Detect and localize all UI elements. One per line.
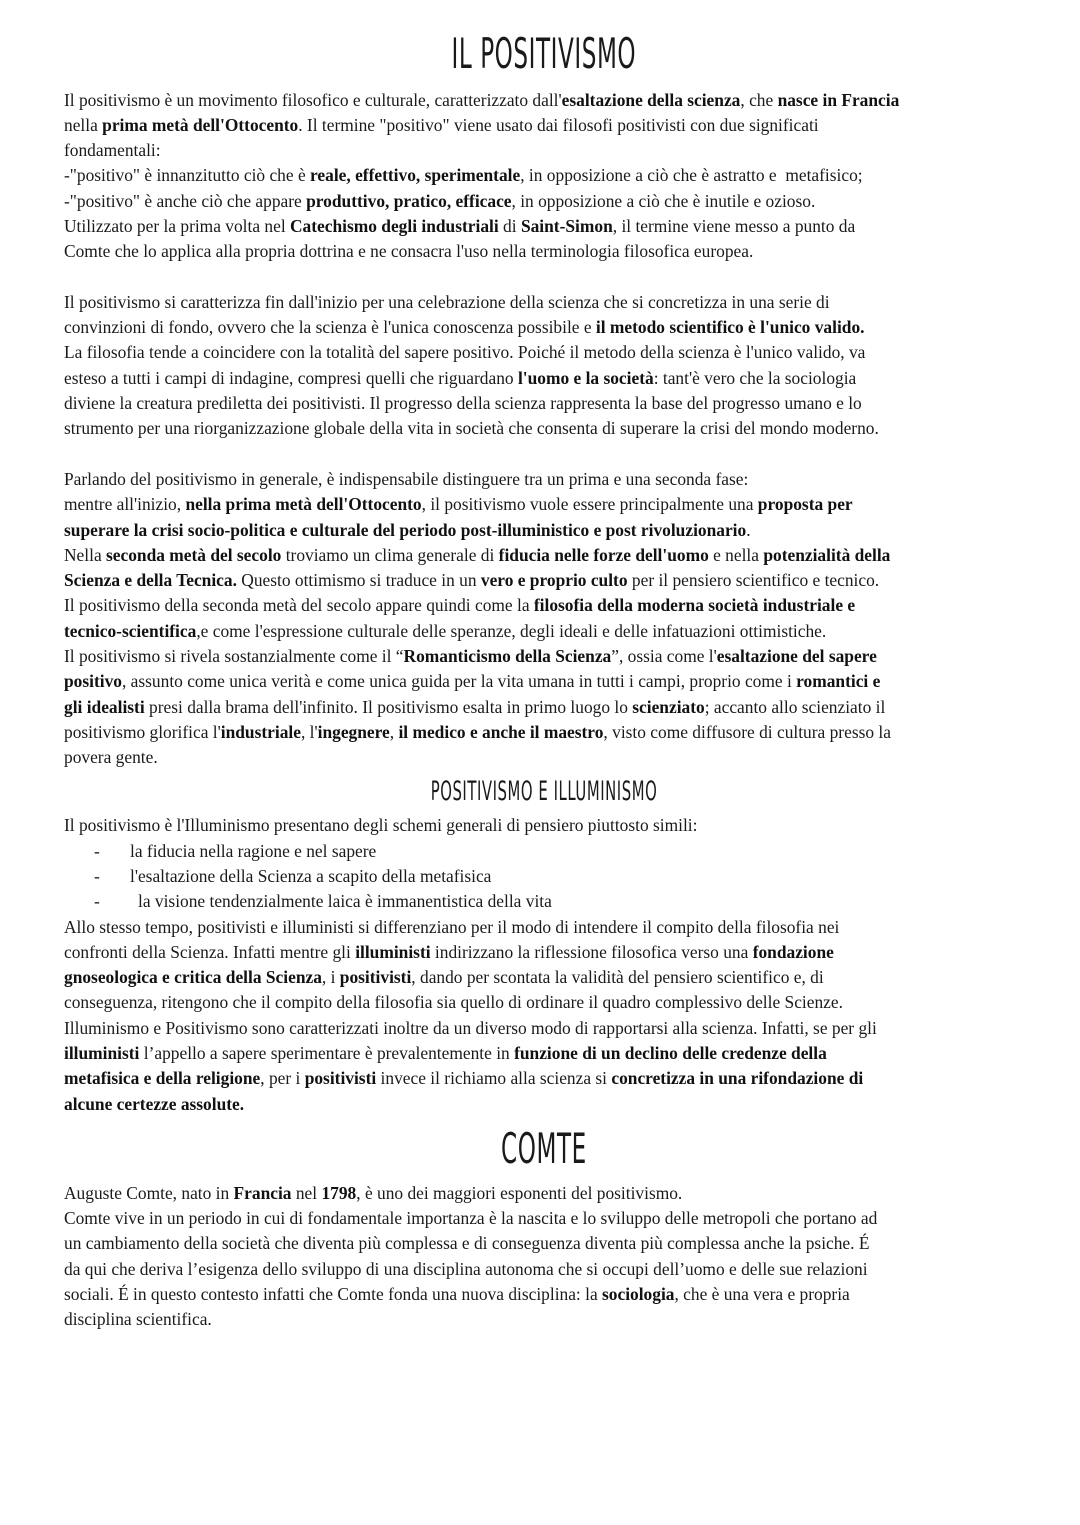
bold-text: positivisti [304, 1068, 377, 1089]
text-line [64, 1307, 1024, 1332]
text-line [64, 1041, 1024, 1066]
text-run: -"positivo" è innanzitutto ciò che è [64, 165, 311, 186]
bold-text: positivo [64, 671, 122, 692]
text-run: Auguste Comte, nato in [64, 1182, 234, 1203]
list-item [64, 864, 1024, 889]
text-line [64, 1231, 1024, 1256]
text-run: Il positivismo è l'Illuminismo presentano degli schemi generali di pensiero piuttosto simili: [64, 815, 698, 836]
text-line [64, 1066, 1024, 1091]
text-line [64, 543, 1024, 568]
text-run: confronti della Scienza. Infatti mentre gli [64, 941, 356, 962]
text-run: la visione tendenzialmente laica è immanentistica della vita [138, 891, 552, 912]
heading-text: POSITIVISMO E ILLUMINISMO [430, 776, 658, 808]
bold-text: fondazione [752, 941, 834, 962]
bold-text: nella prima metà dell'Ottocento [185, 494, 422, 515]
text-run: , che [740, 89, 778, 110]
bold-text: ingegnere [317, 721, 390, 742]
text-line [64, 340, 1024, 365]
text-run: ; accanto allo scienziato il [704, 696, 886, 717]
document-page [64, 20, 1024, 1332]
text-run: conseguenza, ritengono che il compito della filosofia sia quello di ordinare il quadro complessivo delle Scienze. [64, 992, 843, 1013]
text-line [64, 644, 1024, 669]
text-run: , [389, 721, 399, 742]
text-run: . [746, 519, 751, 540]
text-run: disciplina scientifica. [64, 1309, 212, 1330]
bold-text: metafisica e della religione [64, 1068, 261, 1089]
bold-text: Scienza e della Tecnica. [64, 570, 237, 591]
paragraph-spacer [64, 265, 1024, 290]
bold-text: gnoseologica e critica della Scienza [64, 967, 322, 988]
text-run: per il pensiero scientifico e tecnico. [627, 570, 880, 591]
bold-text: filosofia della moderna società industriale e [533, 595, 856, 616]
bold-text: Romanticismo della Scienza [403, 646, 612, 667]
bold-text: romantici e [796, 671, 881, 692]
text-run: Il positivismo è un movimento filosofico e culturale, caratterizzato dall' [64, 89, 562, 110]
text-line [64, 239, 1024, 264]
text-line [64, 391, 1024, 416]
heading-text: IL POSITIVISMO [451, 29, 637, 79]
text-run: da qui che deriva l’esigenza dello sviluppo di una disciplina autonoma che si occupi dell’uomo e delle sue relazioni [64, 1258, 868, 1279]
bold-text: Francia [233, 1182, 292, 1203]
text-line [64, 940, 1024, 965]
bold-text: prima metà dell'Ottocento [102, 114, 299, 135]
text-line [64, 492, 1024, 517]
bold-text: superare la crisi socio-politica e culturale del periodo post-illuministico e post rivoluzionario [64, 519, 747, 540]
section-heading [64, 20, 1024, 88]
text-line [64, 1257, 1024, 1282]
bold-text: scienziato [632, 696, 705, 717]
list-item [64, 839, 1024, 864]
text-line [64, 290, 1024, 315]
text-run: , visto come diffusore di cultura presso la [603, 721, 891, 742]
text-run: l’appello a sapere sperimentare è prevalentemente in [139, 1042, 515, 1063]
bold-text: l'uomo e la società [517, 367, 654, 388]
text-run: troviamo un clima generale di [281, 544, 499, 565]
text-run: Utilizzato per la prima volta nel [64, 215, 290, 236]
text-line [64, 1282, 1024, 1307]
text-line [64, 745, 1024, 770]
bold-text: concretizza in una rifondazione di [611, 1068, 864, 1089]
text-run: Nella [64, 544, 107, 565]
bold-text: il metodo scientifico è l'unico valido. [595, 317, 865, 338]
text-run: presi dalla brama dell'infinito. Il positivismo esalta in primo luogo lo [144, 696, 633, 717]
text-run: , che è una vera e propria [674, 1283, 850, 1304]
text-run: sociali. É in questo contesto infatti che Comte fonda una nuova disciplina: la [64, 1283, 603, 1304]
text-line [64, 366, 1024, 391]
text-line [64, 518, 1024, 543]
text-run: un cambiamento della società che diventa più complessa e di conseguenza diventa più complessa anche la psiche. É [64, 1233, 870, 1254]
bold-text: reale, effettivo, sperimentale [310, 165, 521, 186]
section-heading [64, 1117, 1024, 1181]
text-run: Il positivismo si rivela sostanzialmente come il “ [64, 646, 404, 667]
text-run: convinzioni di fondo, ovvero che la scienza è l'unica conoscenza possibile e [64, 317, 596, 338]
text-run: indirizzano la riflessione filosofica verso una [430, 941, 753, 962]
text-line [64, 619, 1024, 644]
bold-text: produttivo, pratico, efficace [306, 190, 512, 211]
text-line [64, 467, 1024, 492]
text-run: nella [64, 114, 103, 135]
text-run: , i [321, 967, 340, 988]
text-run: Illuminismo e Positivismo sono caratterizzati inoltre da un diverso modo di rapportarsi alla scienza. Infatti, se per gli [64, 1017, 877, 1038]
text-line [64, 568, 1024, 593]
text-line [64, 1206, 1024, 1231]
text-line [64, 189, 1024, 214]
text-run: ”, ossia come l' [611, 646, 717, 667]
bold-text: 1798 [321, 1182, 357, 1203]
bold-text: potenzialità della [763, 544, 891, 565]
text-line [64, 214, 1024, 239]
text-run: povera gente. [64, 747, 158, 768]
bold-text: seconda metà del secolo [106, 544, 282, 565]
bold-text: esaltazione della scienza [561, 89, 741, 110]
bold-text: funzione di un declino delle credenze della [514, 1042, 827, 1063]
heading-text: COMTE [501, 1124, 587, 1174]
bold-text: tecnico-scientifica [64, 620, 197, 641]
text-run: di [498, 215, 521, 236]
text-run: -"positivo" è anche ciò che appare [64, 190, 307, 211]
text-run: e nella [708, 544, 764, 565]
text-run: , assunto come unica verità e come unica guida per la vita umana in tutti i campi, proprio come i [121, 671, 797, 692]
text-line [64, 113, 1024, 138]
text-run: mentre all'inizio, [64, 494, 186, 515]
bold-text: il medico e anche il maestro [398, 721, 604, 742]
bullet-dash-icon: - [94, 891, 100, 912]
bold-text: sociologia [602, 1283, 675, 1304]
paragraph-spacer [64, 442, 1024, 467]
text-run: positivismo glorifica l' [64, 721, 221, 742]
text-line [64, 915, 1024, 940]
bold-text: Catechismo degli industriali [290, 215, 499, 236]
text-line [64, 88, 1024, 113]
text-line [64, 813, 1024, 838]
bold-text: positivisti [339, 967, 412, 988]
text-line [64, 669, 1024, 694]
text-run: . Il termine "positivo" viene usato dai filosofi positivisti con due significati [298, 114, 819, 135]
bold-text: gli idealisti [64, 696, 145, 717]
text-run: , è uno dei maggiori esponenti del positivismo. [356, 1182, 683, 1203]
text-run: Il positivismo della seconda metà del secolo appare quindi come la [64, 595, 534, 616]
text-run: , in opposizione a ciò che è inutile e ozioso. [511, 190, 816, 211]
bold-text: Saint-Simon [520, 215, 613, 236]
bold-text: proposta per [757, 494, 853, 515]
text-run: Questo ottimismo si traduce in un [236, 570, 481, 591]
bullet-dash-icon: - [94, 840, 100, 861]
text-run: fondamentali: [64, 140, 161, 161]
text-line [64, 965, 1024, 990]
bold-text: esaltazione del sapere [716, 646, 877, 667]
text-run: , per i [260, 1068, 305, 1089]
text-line [64, 416, 1024, 441]
text-run: La filosofia tende a coincidere con la totalità del sapere positivo. Poiché il metodo della scienza è l'unico valido, va [64, 342, 866, 363]
bold-text: illuministi [355, 941, 431, 962]
text-line [64, 138, 1024, 163]
list-item [64, 889, 1024, 914]
text-run: la fiducia nella ragione e nel sapere [130, 840, 377, 861]
text-run: , il termine viene messo a punto da [612, 215, 856, 236]
section-heading [64, 771, 1024, 814]
text-run: , l' [300, 721, 318, 742]
text-run: l'esaltazione della Scienza a scapito della metafisica [130, 865, 492, 886]
text-run: esteso a tutti i campi di indagine, compresi quelli che riguardano [64, 367, 518, 388]
bold-text: vero e proprio culto [480, 570, 628, 591]
text-line [64, 1181, 1024, 1206]
text-run: Il positivismo si caratterizza fin dall'inizio per una celebrazione della scienza che si concretizza in una serie di [64, 291, 830, 312]
text-run: , il positivismo vuole essere principalmente una [421, 494, 758, 515]
text-line [64, 1092, 1024, 1117]
text-run: nel [291, 1182, 322, 1203]
bullet-dash-icon: - [94, 865, 100, 886]
bold-text: industriale [220, 721, 301, 742]
text-line [64, 163, 1024, 188]
text-line [64, 593, 1024, 618]
bold-text: illuministi [64, 1042, 140, 1063]
text-run: invece il richiamo alla scienza si [376, 1068, 612, 1089]
bold-text: nasce in Francia [777, 89, 900, 110]
text-run: ,e come l'espressione culturale delle speranze, degli ideali e delle infatuazioni ottimistiche. [196, 620, 827, 641]
bold-text: alcune certezze assolute. [64, 1093, 245, 1114]
bold-text: fiducia nelle forze dell'uomo [498, 544, 709, 565]
text-run: : tant'è vero che la sociologia [653, 367, 857, 388]
text-line [64, 990, 1024, 1015]
text-run: strumento per una riorganizzazione globale della vita in società che consenta di superare la crisi del mondo moderno. [64, 418, 879, 439]
text-run: , in opposizione a ciò che è astratto e metafisico; [520, 165, 863, 186]
text-line [64, 1016, 1024, 1041]
text-run: Comte vive in un periodo in cui di fondamentale importanza è la nascita e lo sviluppo delle metropoli che portano ad [64, 1207, 878, 1228]
text-run: diviene la creatura prediletta dei positivisti. Il progresso della scienza rappresenta la base del progresso umano e lo [64, 393, 862, 414]
text-line [64, 315, 1024, 340]
text-run: , dando per scontata la validità del pensiero scientifico e, di [411, 967, 824, 988]
text-line [64, 695, 1024, 720]
text-run: Comte che lo applica alla propria dottrina e ne consacra l'uso nella terminologia filosofica europea. [64, 241, 754, 262]
text-run: Parlando del positivismo in generale, è indispensabile distinguere tra un prima e una seconda fase: [64, 468, 749, 489]
text-line [64, 720, 1024, 745]
text-run: Allo stesso tempo, positivisti e illuministi si differenziano per il modo di intendere il compito della filosofia nei [64, 916, 840, 937]
